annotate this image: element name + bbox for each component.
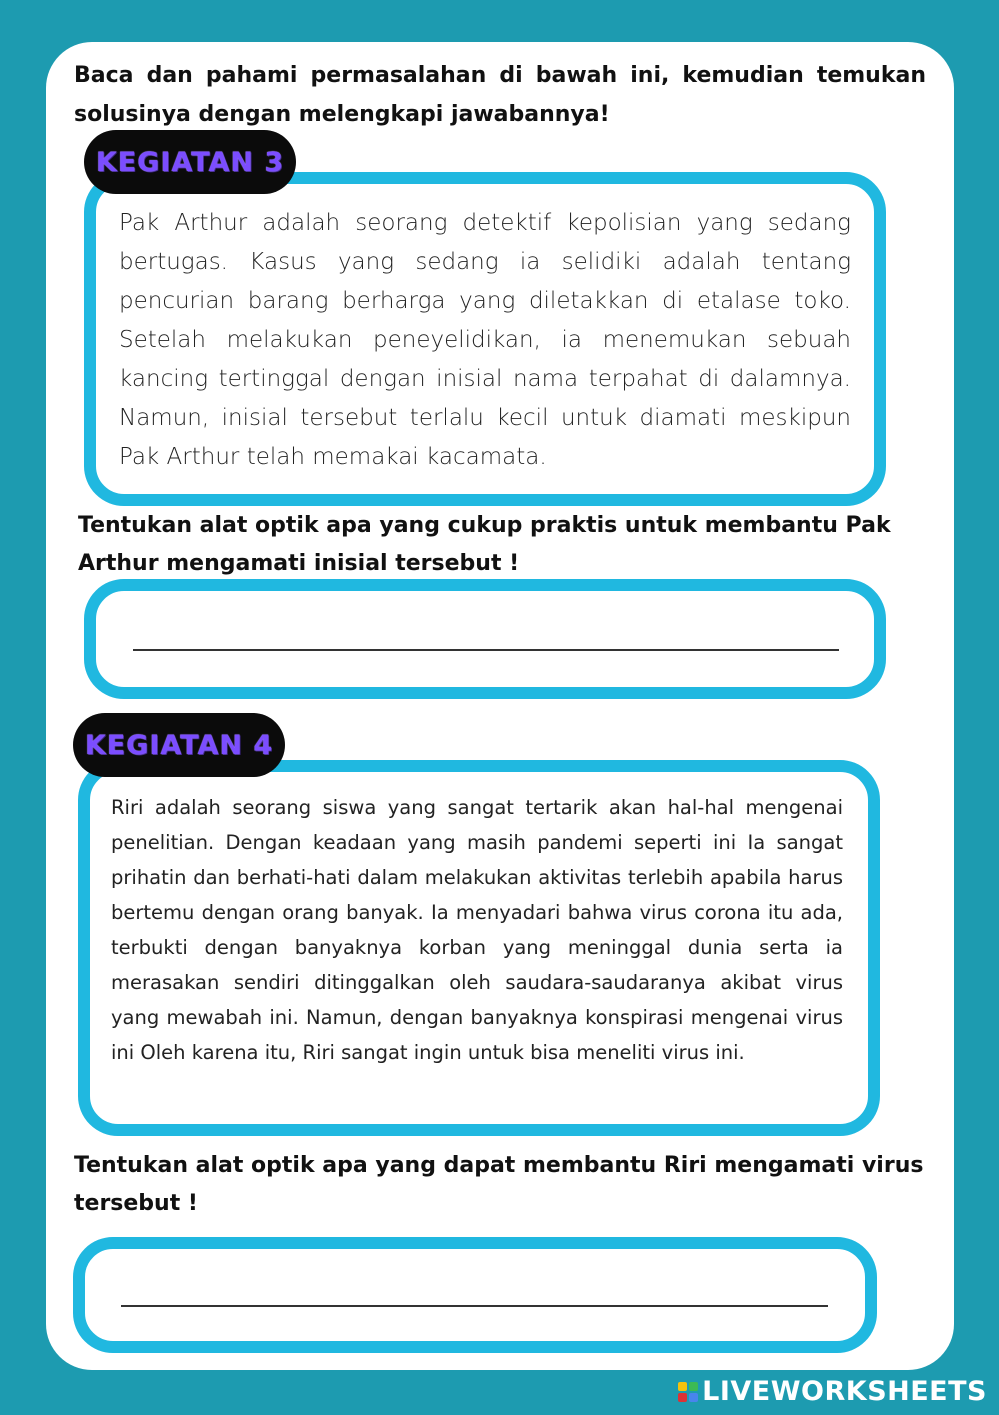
logo-text: LIVEWORKSHEETS	[702, 1376, 987, 1407]
activity-4-badge	[73, 713, 285, 777]
activity-3-question: Tentukan alat optik apa yang cukup praktis untuk membantu Pak Arthur mengamati inisial tersebut !	[78, 513, 891, 576]
answer-input-activity-4[interactable]	[121, 1305, 828, 1307]
activity-4-badge-label: KEGIATAN 4	[84, 729, 274, 761]
liveworksheets-logo-icon	[678, 1382, 698, 1402]
instructions: Baca dan pahami permasalahan di bawah ini, kemudian temukan solusinya dengan melengkapi jawabannya!	[74, 63, 926, 127]
activity-4-story: Riri adalah seorang siswa yang sangat tertarik akan hal-hal mengenai penelitian. Dengan keadaan yang masih pandemi seperti ini Ia sangat prihatin dan berhati-hati dalam melakukan aktivitas terlebih apabila harus bertemu dengan orang banyak. Ia menyadari bahwa virus corona itu ada, terbukti dengan banyaknya korban yang meninggal dunia serta ia merasakan sendiri ditinggalkan oleh saudara-saudaranya akibat virus yang mewabah ini. Namun, dengan banyaknya konspirasi mengenai virus ini Oleh karena itu, Riri sangat ingin untuk bisa meneliti virus ini.	[111, 796, 843, 1064]
liveworksheets-logo	[678, 1376, 987, 1407]
answer-box-activity-4	[73, 1237, 877, 1353]
activity-3-badge-label: KEGIATAN 3	[95, 146, 285, 178]
activity-3-badge	[84, 130, 296, 194]
activity-3-story: Pak Arthur adalah seorang detektif kepolisian yang sedang bertugas. Kasus yang sedang ia selidiki adalah tentang pencurian barang berharga yang diletakkan di etalase toko. Setelah melakukan peneyelidikan, ia menemukan sebuah kancing tertinggal dengan inisial nama terpahat di dalamnya. Namun, inisial tersebut terlalu kecil untuk diamati meskipun Pak Arthur telah memakai kacamata.	[119, 210, 851, 470]
answer-box-activity-3	[84, 579, 886, 699]
activity-4-question: Tentukan alat optik apa yang dapat membantu Riri mengamati virus tersebut !	[74, 1153, 924, 1216]
answer-input-activity-3[interactable]	[133, 649, 839, 651]
